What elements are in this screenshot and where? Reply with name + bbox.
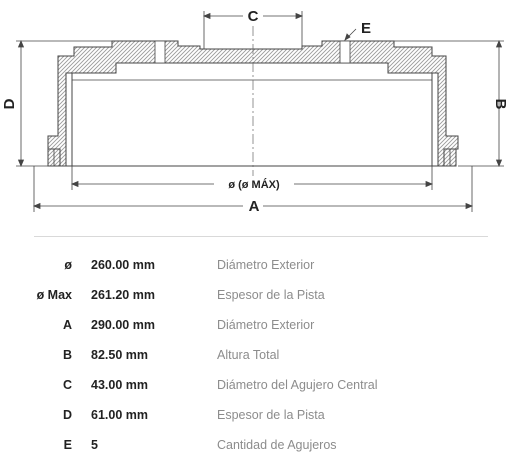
spec-value: 61.00 mm — [91, 408, 148, 422]
spec-description: Diámetro Exterior — [217, 318, 315, 332]
spec-key: E — [63, 438, 72, 452]
spec-key: A — [62, 318, 72, 332]
spec-row — [0, 432, 522, 462]
spec-key: B — [62, 348, 72, 362]
brake-drum-drawing — [0, 0, 522, 222]
spec-key: ø Max — [36, 288, 72, 302]
spec-row — [0, 282, 522, 312]
spec-description: Altura Total — [217, 348, 280, 362]
spec-description: Diámetro Exterior — [217, 258, 315, 272]
spec-key: D — [62, 408, 72, 422]
spec-row — [0, 402, 522, 432]
spec-description: Cantidad de Agujeros — [217, 438, 337, 452]
spec-key: C — [62, 378, 72, 392]
dimension-a-label: A — [248, 198, 260, 215]
spec-description: Espesor de la Pista — [217, 288, 325, 302]
spec-row — [0, 342, 522, 372]
spec-value: 43.00 mm — [91, 378, 148, 392]
spec-row — [0, 312, 522, 342]
dimension-c-label: C — [247, 8, 259, 25]
dimension-e-label: E — [360, 20, 372, 37]
spec-key: ø — [64, 258, 72, 272]
dimension-diameter-label: ø (ø MÁX) — [228, 179, 280, 191]
spec-value: 261.20 mm — [91, 288, 155, 302]
section-divider — [34, 236, 488, 237]
spec-row — [0, 372, 522, 402]
dimension-b-label: B — [492, 98, 509, 110]
spec-description: Espesor de la Pista — [217, 408, 325, 422]
spec-value: 290.00 mm — [91, 318, 155, 332]
spec-value: 82.50 mm — [91, 348, 148, 362]
spec-list — [0, 252, 522, 462]
spec-row — [0, 252, 522, 282]
spec-value: 260.00 mm — [91, 258, 155, 272]
spec-value: 5 — [91, 438, 98, 452]
dimension-d-label: D — [1, 98, 18, 110]
spec-description: Diámetro del Agujero Central — [217, 378, 378, 392]
